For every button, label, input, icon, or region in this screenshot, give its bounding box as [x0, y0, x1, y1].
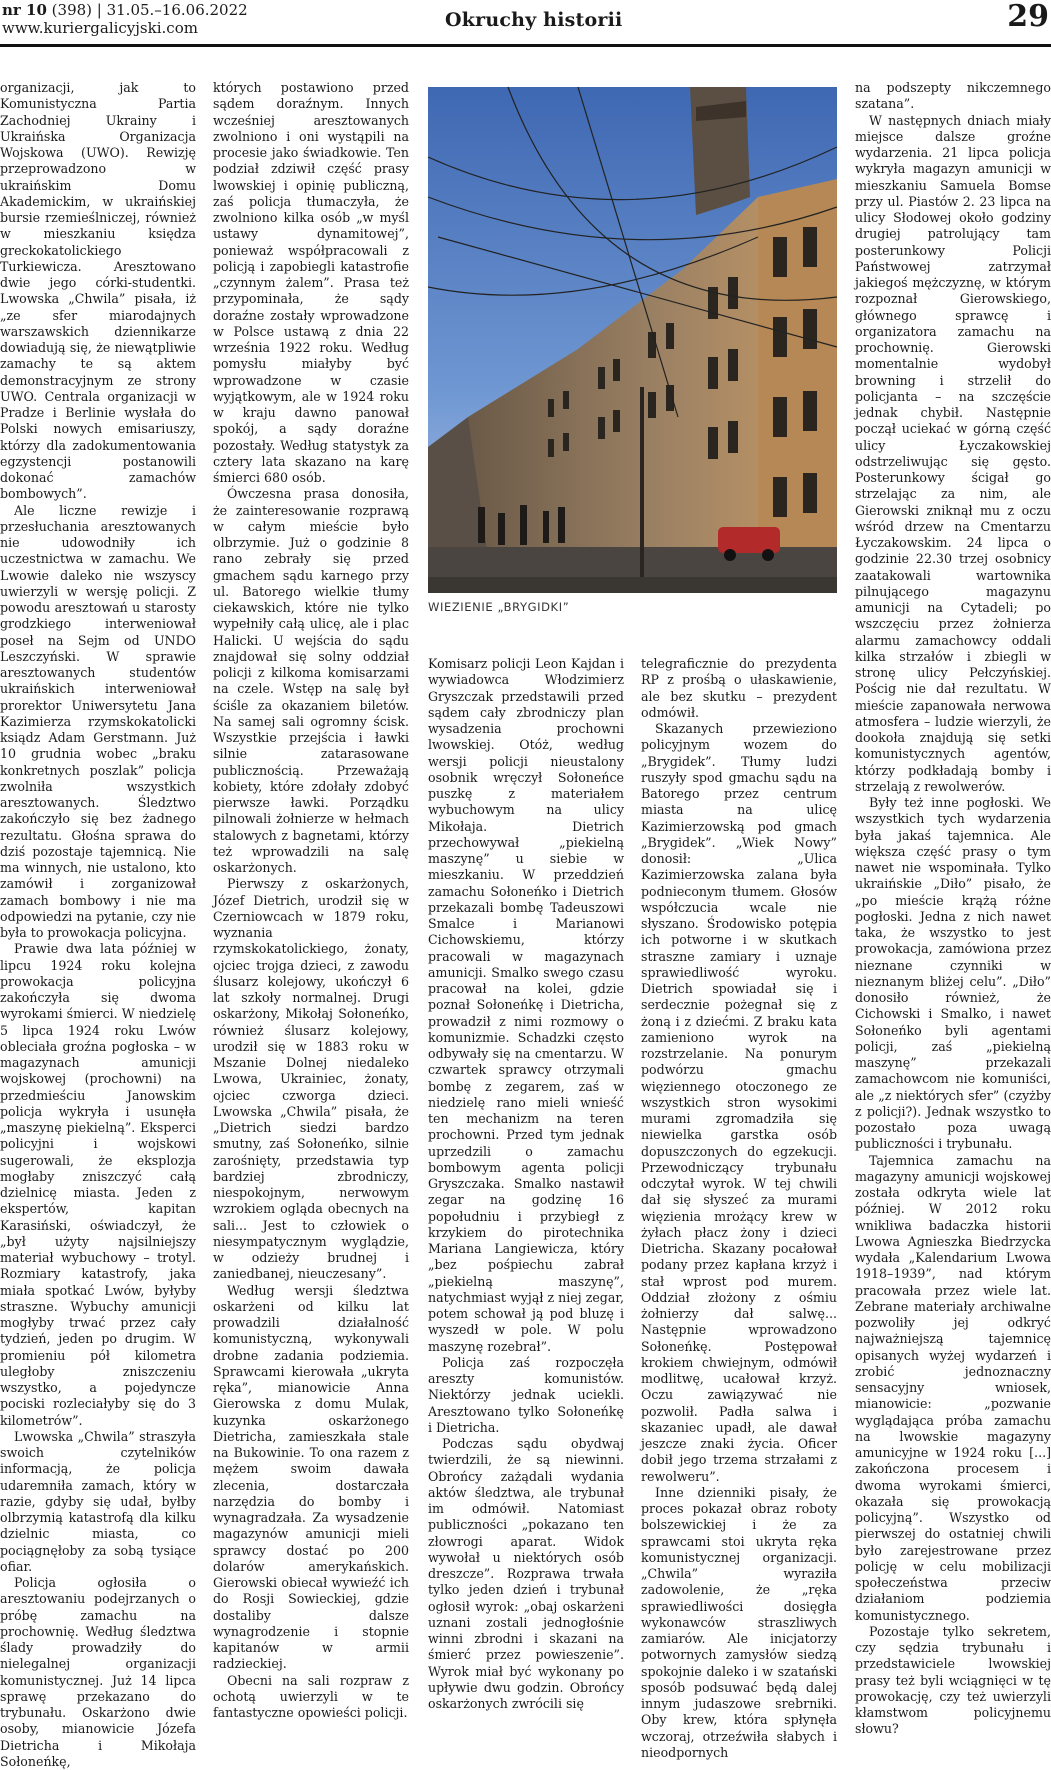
paragraph: Komisarz policji Leon Kajdan i wywiadowca Włodzimierz Gryszczak przedstawili przed sądem cały zbrodniczy plan wysadzenia prochowni lwowskiej. Otóż, według wersji policji nieustalony osobnik wręczył Sołoneńce puszkę z materiałem wybuchowym na ulicy Mikołaja. Dietrich przechowywał „piekielną maszynę” u siebie w mieszkaniu. W przeddzień zamachu Sołoneńko i Dietrich przekazali bombę Tadeuszowi Smalce i Marianowi Cichowskiemu, którzy pracowali w magazynach amunicji. Smalko swego czasu pracował na kolei, gdzie poznał Sołoneńkę i Dietricha, prowadził z nimi rozmowy o komunizmie. Schadzki często odbywały się na cmentarzu. W czwartek sprawcy otrzymali bombę z zegarem, zaś w niedzielę rano mieli wnieść ten mechanizm na teren prochowni. Przed tym jednak uprzedzili o zamachu bombowym agenta policji Gryszczaka. Smalko nastawił zegar na godzinę 16 popołudniu i przybiegł z krzykiem do pirotechnika Mariana Langiewicza, który „bez pośpiechu zabrał „piekielną maszynę”, natychmiast wyjął z niej zegar, potem schował ją pod bluzę i wyszedł w pole. W polu maszynę rozebrał”.	[428, 656, 624, 1354]
paragraph: Policja zaś rozpoczęła areszty komunistów. Niektórzy jednak uciekli. Aresztowano tylko Sołoneńkę i Dietricha.	[428, 1354, 624, 1435]
paragraph: Pierwszy z oskarżonych, Józef Dietrich, urodził się w Czerniowcach w 1879 roku, wyznania rzymskokatolickiego, żonaty, ojciec trojga dzieci, z zawodu ślusarz kolejowy, ukończył 6 lat szkoły normalnej. Drugi oskarżony, Mikołaj Sołoneńko, również ślusarz kolejowy, urodził się w 1883 roku w Mszanie Dolnej niedaleko Lwowa, Ukrainiec, żonaty, ojciec czworga dzieci. Lwowska „Chwila” pisała, że „Dietrich siedzi bardzo smutny, zaś Sołoneńko, silnie zarośnięty, przedstawia typ bardziej zbrodniczy, niespokojnym, nerwowym wzrokiem ogląda obecnych na sali... Jest to człowiek o niesympatycznym wyglądzie, w odzieży brudnej i zaniedbanej, nieuczesany”.	[213, 876, 409, 1282]
paragraph: organizacji, jak to Komunistyczna Partia Zachodniej Ukrainy i Ukraińska Organizacja Wojskowa (UWO). Rewizję przeprowadzono w ukraińskim Domu Akademickim, w ukraińskiej bursie rzemieślniczej, również w mieszkaniu księdza greckokatolickiego Turkiewicza. Aresztowano dwie jego córki-studentki. Lwowska „Chwila” pisała, iż „ze sfer miarodajnych warszawskich dziennikarze dowiadują się, że niewątpliwie zamachy te są aktem demonstracyjnym ze strony UWO. Centrala organizacji w Pradze i Berlinie wysłała do Polski nowych emisariuszy, którzy dla zadokumentowania egzystencji postanowili dokonać zamachów bombowych”.	[0, 80, 196, 502]
paragraph: Tajemnica zamachu na magazyny amunicji wojskowej została odkryta wiele lat później. W 2012 roku wnikliwa badaczka historii Lwowa Agnieszka Biedrzycka wydała „Kalendarium Lwowa 1918–1939”, nad którym pracowała przez wiele lat. Zebrane materiały archiwalne pozwoliły jej odkryć najważniejszą tajemnicę opisanych wyżej wydarzeń i zrobić jednoznaczny sensacyjny wniosek, mianowicie: „pozwanie wyglądająca próba zamachu na lwowskie magazyny amunicyjne w 1924 roku [...] zakończona procesem i dwoma wyrokami śmierci, okazała się prowokacją policyjną”. Wszystko od pierwszej do ostatniej chwili było zarejestrowane przez policję w celu mobilizacji społeczeństwa przeciw działaniom podziemia komunistycznego.	[855, 1152, 1051, 1623]
paragraph: Lwowska „Chwila” straszyła swoich czytelników informacją, że policja udaremniła zamach, który w razie, gdyby się udał, byłby olbrzymią katastrofą dla kilku dzielnic miasta, co pociągnęłoby za sobą tysiące ofiar.	[0, 1428, 196, 1574]
paragraph: W następnych dniach miały miejsce dalsze groźne wydarzenia. 21 lipca policja wykryła magazyn amunicji w mieszkaniu Samuela Bomse przy ul. Piastów 2. 23 lipca na ulicy Słodowej około godziny drugiej patrolujący tam posterunkowy Policji Państwowej zatrzymał jakiegoś mężczyznę, w którym rozpoznał Gierowskiego, głównego sprawcę i organizatora zamachu na prochownię. Gierowski momentalnie wydobył browning i strzelił do policjanta – na szczęście jednak chybił. Następnie począł uciekać w górną część ulicy Łyczakowskiej odstrzeliwując się gęsto. Posterunkowy ścigał go strzelając za nim, ale Gierowski zniknął mu z oczu wśród drzew na Cmentarzu Łyczakowskim. 24 lipca o godzinie 22.30 trzej osobnicy zaatakowali wartownika pilnującego magazynu amunicji na Cytadeli; po wszczęciu przez żołnierza alarmu zamachowcy oddali kilka strzałów i zbiegli w stronę ulicy Pełczyńskiej. Pościg nie dał rezultatu. W mieście zapanowała nerwowa atmosfera – ludzie wierzyli, że dookoła znajdują się setki komunistycznych agentów, którzy podkładają bomby i strzelają z rewolwerów.	[855, 112, 1051, 794]
article-column-2	[213, 80, 409, 1720]
article-column-4	[641, 656, 837, 1760]
paragraph: Podczas sądu obydwaj twierdzili, że są niewinni. Obrońcy zażądali wydania aktów śledztwa, ale trybunał im odmówił. Natomiast publiczności „pokazano ten złowrogi aparat. Widok wywołał u niektórych osób dreszcze”. Rozprawa trwała tylko jeden dzień i trybunał ogłosił wyrok: „obaj oskarżeni uznani zostali jednogłośnie winni zbrodni i skazani na śmierć przez powieszenie”. Wyrok miał być wykonany po upływie dwu godzin. Obrońcy oskarżonych zwrócili się	[428, 1436, 624, 1711]
issue-number: nr 10	[2, 1, 47, 19]
paragraph: Pozostaje tylko sekretem, czy sędzia trybunału i przedstawiciele lwowskiej prasy też byli wciągnięci w tę prowokację, czy też uwierzyli kłamstwom policyjnemu słowu?	[855, 1623, 1051, 1737]
paragraph: Prawie dwa lata później w lipcu 1924 roku kolejna prowokacja policyjna zakończyła się dwoma wyrokami śmierci. W niedzielę 5 lipca 1924 roku Lwów obleciała groźna pogłoska – w magazynach amunicji wojskowej (prochowni) na przedmieściu Janowskim policja wykryła i usunęła „maszynę piekielną”. Eksperci policyjni i wojskowi sugerowali, że eksplozja mogłaby zniszczyć całą dzielnicę miasta. Jeden z ekspertów, kapitan Karasiński, oświadczył, że „był użyty najsilniejszy materiał wybuchowy – trotyl. Rozmiary katastrofy, jaka miała spotkać Lwów, byłyby straszne. Wybuchy amunicji mogłyby trwać przez cały tydzień, jeden po drugim. W promieniu pół kilometra uległoby zniszczeniu wszystko, a pojedyncze pociski rozleciałyby się do 3 kilometrów”.	[0, 941, 196, 1428]
paragraph: Były też inne pogłoski. We wszystkich tych wydarzenia była jakaś tajemnica. Ale większa część prasy o tym nawet nie wspominała. Tylko ukraińskie „Diło” pisało, że „po mieście krążą różne pogłoski. Jedna z nich nawet taka, że wszystko to jest prowokacja, zamówiona przez nieznane czynniki w nieznanym bliżej celu”. „Diło” donosiło również, że Cichowski i Smalko, i nawet Sołoneńko byli agentami policji, zaś „piekielną maszynę” przekazali zamachowcom nie komuniści, ale „z niektórych sfer” (czyżby z policji?). Jednak wszystko to pozostało poza uwagą publiczności i trybunału.	[855, 795, 1051, 1152]
paragraph: Obecni na sali rozpraw z ochotą uwierzyli w te fantastyczne opowieści policji.	[213, 1672, 409, 1720]
article-column-1	[0, 80, 196, 1769]
issue-dates: (398) | 31.05.–16.06.2022	[46, 1, 248, 19]
paragraph: Inne dzienniki pisały, że proces pokazał obraz roboty bolszewickiej i że za sprawcami stoi ukryta ręka komunistycznej organizacji. „Chwila” wyraziła zadowolenie, że „ręka sprawiedliwości dosięgła wykonawców straszliwych zamiarów. Ale inicjatorzy potwornych zamysłów siedzą spokojnie daleko i w szatański sposób podsuwać będą dalej innym judaszowe srebrniki. Oby krew, która spłynęła wczoraj, otrzeźwiła słabych i nieodpornych	[641, 1484, 837, 1760]
page-header	[0, 0, 1051, 46]
paragraph: Ówczesna prasa donosiła, że zainteresowanie rozprawą w całym mieście było olbrzymie. Już o godzinie 8 rano zebrały się przed gmachem sądu karnego przy ul. Batorego wielkie tłumy ciekawskich, które nie tylko wypełniły całą ulicę, ale i plac Halicki. U wejścia do sądu znajdował się solny oddział policji z kilkoma komisarzami na czele. Wstęp na salę był ściśle za okazaniem biletów. Na samej sali ogromny ścisk. Wszystkie przejścia i ławki silnie zatarasowane publicznością. Przeważają kobiety, które zdołały zdobyć pierwsze ławki. Porządku pilnowali żołnierze w hełmach stalowych z bagnetami, którzy też wprowadzili na salę oskarżonych.	[213, 486, 409, 875]
photo-caption: WIEZIENIE „BRYGIDKI”	[428, 600, 570, 614]
article-column-5	[855, 80, 1051, 1737]
site-url[interactable]: www.kuriergalicyjski.com	[2, 19, 198, 37]
paragraph: telegraficznie do prezydenta RP z prośbą o ułaskawienie, ale bez skutku – prezydent odmówił.	[641, 656, 837, 720]
paragraph: Policja ogłosiła o aresztowaniu podejrzanych o próbę zamachu na prochownię. Według śledztwa ślady prowadziły do nielegalnej organizacji komunistycznej. Już 14 lipca sprawę przekazano do trybunału. Oskarżono dwie osoby, mianowicie Józefa Dietricha i Mikołaja Sołoneńkę,	[0, 1575, 196, 1769]
prison-photo	[428, 87, 837, 593]
paragraph: Skazanych przewieziono policyjnym wozem do „Brygidek”. Tłumy ludzi ruszyły spod gmachu sądu na Batorego przez centrum miasta na ulicę Kazimierzowską pod gmach „Brygidek”. „Wiek Nowy” donosił: „Ulica Kazimierzowska zalana była podnieconym tłumem. Głosów współczucia wcale nie słyszano. Środowisko potępia ich potworne i w skutkach straszne zamiary i uznaje sprawiedliwość wyroku. Dietrich spowiadał się i serdecznie pożegnał się z żoną i z dziećmi. Z braku kata zamieniono wyrok na rozstrzelanie. Na ponurym podwórzu gmachu więziennego otoczonego ze wszystkich stron wysokimi murami zgromadziła się niewielka garstka osób dopuszczonych do egzekucji. Przewodniczący trybunału odczytał wyrok. W tej chwili dał się słyszeć za murami więzienia mrożący krew w żyłach płacz żony i dzieci Dietricha. Skazany pocałował podany przez kapłana krzyż i stał wprost pod murem. Oddział złożony z ośmiu żołnierzy dał salwę... Następnie wprowadzono Sołoneńkę. Postępował krokiem chwiejnym, odmówił modlitwę, ucałował krzyż. Oczu zawiązywać nie pozwolił. Padła salwa i skazaniec upadł, ale dawał jeszcze znaki życia. Oficer dobił jego trzema strzałami z rewolweru”.	[641, 721, 837, 1484]
issue-info	[2, 1, 248, 19]
paragraph: Według wersji śledztwa oskarżeni od kilku lat prowadzili działalność komunistyczną, wykonywali drobne zadania podziemia. Sprawcami kierowała „ukryta ręka”, mianowicie Anna Gierowska z domu Mulak, kuzynka oskarżonego Dietricha, zamieszkała stale na Bukowinie. To ona razem z mężem swoim dawała zlecenia, dostarczała narzędzia do bomby i wynagradzała. Za wysadzenie magazynów amunicji mieli sprawcy dostać po 200 dolarów amerykańskich. Gierowski obiecał wywieźć ich do Rosji Sowieckiej, gdzie dostaliby dalsze wynagrodzenie i stopnie kapitanów w armii radzieckiej.	[213, 1282, 409, 1672]
page-number: 29	[1007, 0, 1049, 34]
paragraph: Ale liczne rewizje i przesłuchania aresztowanych nie udowodniły ich uczestnictwa w zamachu. We Lwowie daleko nie wszyscy uwierzyli w wersję policji. Z powodu aresztowań u starosty grodzkiego interweniował poseł na Sejm od UNDO Leszczyński. W sprawie aresztowanych studentów ukraińskich interweniował prorektor Uniwersytetu Jana Kazimierza rzymskokatolicki ksiądz Adam Gerstmann. Już 10 grudnia wobec „braku konkretnych poszlak” policja zwolniła wszystkich aresztowanych. Śledztwo zakończyło się bez żadnego rezultatu. Głośna sprawa do dziś pozostaje tajemnicą. Nie ma winnych, nie ustalono, kto zamówił i zorganizował zamach bombowy i nie ma odpowiedzi na pytanie, czy nie była to prowokacja policyjna.	[0, 502, 196, 940]
paragraph: których postawiono przed sądem doraźnym. Innych wcześniej aresztowanych zwolniono i oni wystąpili na procesie jako świadkowie. Ten podział zdziwił część prasy lwowskiej i opinię publiczną, zaś policja tłumaczyła, że zwolniono kilka osób „w myśl ustawy dynamitowej”, ponieważ współpracowali z policją i zapobiegli katastrofie „czynnym żalem”. Prasa też przypominała, że sądy doraźne zostały wprowadzone w Polsce ustawą z dnia 22 września 1922 roku. Według pomysłu miałyby być wprowadzone w czasie wyjątkowym, ale w 1924 roku w kraju dawno panował spokój, a sądy doraźne pozostały. Według statystyk za cztery lata skazano na karę śmierci 680 osób.	[213, 80, 409, 485]
header-rule	[0, 44, 1051, 47]
paragraph: na podszepty nikczemnego szatana”.	[855, 80, 1051, 112]
article-column-3	[428, 656, 624, 1711]
section-title: Okruchy historii	[445, 9, 623, 31]
